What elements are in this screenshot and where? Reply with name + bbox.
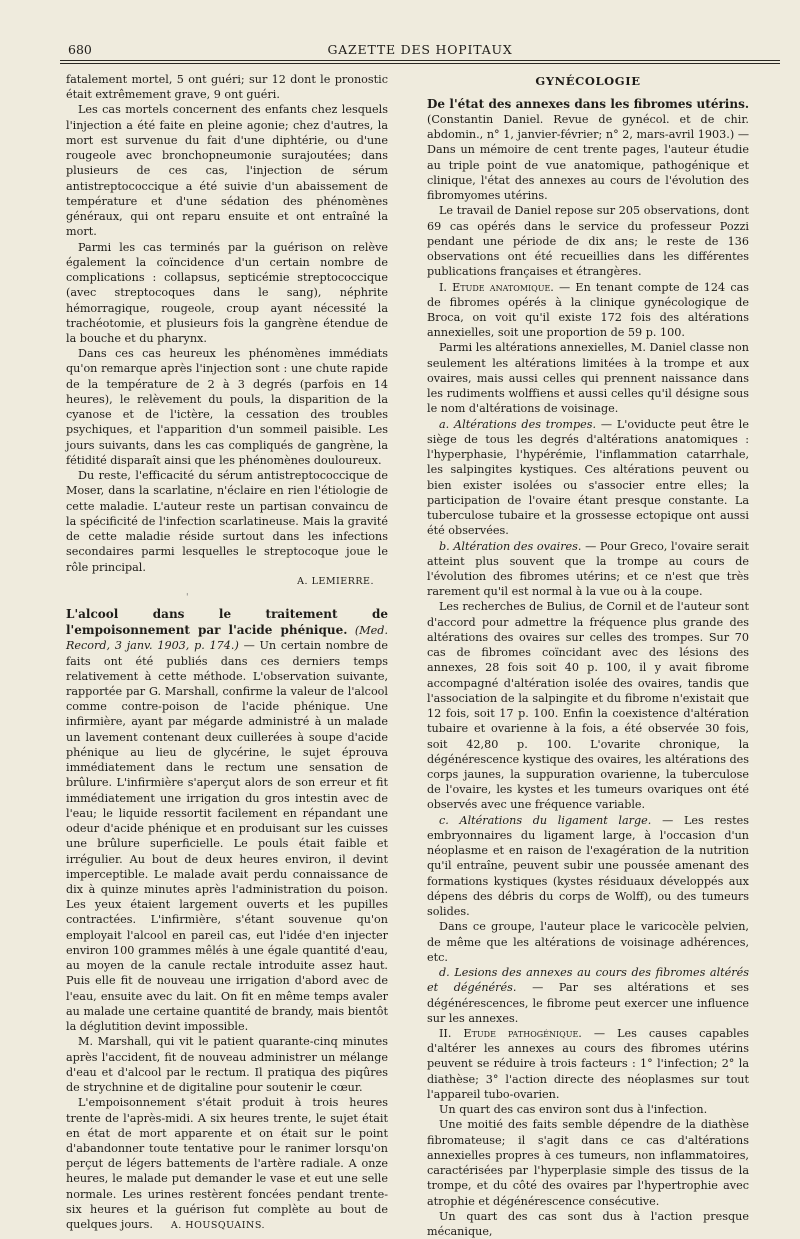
paragraph-text: L'empoisonnement s'était produit à trois heures trente de l'après-midi. A six heures trente, le sujet était en état de mort apparente et on était sur le point d'abandonner toute tentative pour le ranimer lorsqu'on perçut de légers battements de l'artère radiale. A onze heures, le malade put demander le vase et eut une selle normale. Les urines restèrent foncées pendant trente-six heures et la guérison fut complète au bout de quelques jours. [66, 1096, 388, 1232]
paragraph: Une moitié des faits semble dépendre de la diathèse fibromateuse; il s'agit dans ce cas d'altérations annexielles propres à ces tumeurs, non inflammatoires, caractérisées par l'hyperplasie simple des tissus de la trompe, et du côté des ovaires par l'hypertrophie avec atrophie et dégénérescence consécutive. [427, 1118, 749, 1208]
right-column [427, 72, 749, 1239]
paragraph [427, 965, 749, 1026]
subsection-heading: b. Altération des ovaires. [439, 539, 582, 553]
article-title: De l'état des annexes dans les fibromes utérins. [427, 96, 749, 111]
article-paragraph [427, 96, 749, 204]
paragraph: fatalement mortel, 5 ont guéri; sur 12 dont le pronostic était extrêmement grave, 9 ont guéri. [66, 73, 388, 102]
article-reference: (Constantin Daniel. Revue de gynécol. et de chir. abdomin., n° 1, janvier-février; n° 2, mars-avril 1903.) [427, 112, 749, 142]
paragraph [427, 417, 749, 539]
header-rule-thin [60, 63, 780, 64]
paragraph [427, 813, 749, 920]
subsection-heading: II. Etude pathogénique. [439, 1027, 582, 1040]
subsection-heading: a. Altérations des trompes. [439, 417, 597, 431]
left-column [66, 72, 388, 1233]
paragraph: Les recherches de Bulius, de Cornil et de l'auteur sont d'accord pour admettre la fréquence plus grande des altérations des ovaires sur celles des trompes. Sur 70 cas de fibromes coïncidant avec des lésions des annexes, 28 fois soit 40 p. 100, il y avait fibrome accompagné d'altération isolée des ovaires, tandis que l'association de la salpingite et du fibrome n'existait que 12 fois, soit 17 p. 100. Enfin la coexistence d'altération tubaire et ovarienne à la fois, a été observée 30 fois, soit 42,80 p. 100. L'ovarite chronique, la dégénérescence kystique des ovaires, les altérations des corps jaunes, la suppuration ovarienne, la tuberculose de l'ovaire, les kystes et les tumeurs ovariques ont été observés avec une fréquence variable. [427, 600, 750, 812]
separator-mark: ' [186, 592, 189, 603]
author-signature: A. HOUSQUAINS. [170, 1220, 266, 1232]
article-text: — Un certain nombre de faits ont été publiés dans ces derniers temps relativement à cette méthode. L'observation suivante, rapportée par G. Marshall, confirme la valeur de l'alcool comme contre-poison de l'acide phénique. Une infirmière, ayant par mégarde administré à un malade un lavement contenant deux cuillerées à soupe d'acide phénique au lieu de glycérine, le sujet éprouva immédiatement dans le rectum une sensation de brûlure. L'infirmière s'aperçut alors de son erreur et fit immédiatement une irrigation du gros intestin avec de l'eau; le liquide ressortit facilement en répandant une odeur d'acide phénique et en produisant sur les cuisses une brûlure superficielle. Le pouls était faible et irrégulier. Au bout de deux heures environ, il devint imperceptible. Le malade avait perdu connaissance de dix à quinze minutes après l'administration du poison. Les yeux étaient largement ouverts et les pupilles contractées. L'infirmière, s'étant souvenue qu'on employait l'alcool en pareil cas, eut l'idée d'en injecter environ 100 grammes mêlés à une égale quantité d'eau, au moyen de la canule rectale introduite assez haut. Puis elle fit de nouveau une irrigation d'abord avec de l'eau, ensuite avec du lait. On fit en même temps avaler au malade une certaine quantité de brandy, mais bientôt la déglutition devint impossible. [66, 639, 388, 1034]
paragraph: Les cas mortels concernent des enfants chez lesquels l'injection a été faite en pleine agonie; chez d'autres, la mort est survenue du fait d'une diphtérie, ou d'une rougeole avec bronchopneumonie surajoutées; dans plusieurs de ces cas, l'injection de sérum antistreptococcique a été suivie d'un abaissement de température et d'une sédation des phénomènes généraux, qui ont reparu ensuite et ont entraîné la mort. [66, 103, 388, 239]
article-paragraph [66, 606, 388, 1035]
paragraph [66, 1095, 388, 1233]
paragraph [427, 539, 749, 600]
paragraph-text: — Pour Greco, l'ovaire serait atteint plus souvent que la trompe au cours de l'évolution des fibromes utérins; et ce n'est que très rarement qu'il est normal à la vue ou à la coupe. [427, 539, 749, 599]
paragraph: Parmi les altérations annexielles, M. Daniel classe non seulement les altérations limitées à la trompe et aux ovaires, mais aussi celles qui prennent naissance dans les rudiments wolffiens et aussi celles qu'il désigne sous le nom d'altérations de voisinage. [427, 341, 749, 416]
subsection-heading: d. Lesions des annexes au cours des fibromes altérés et dégénérés. [427, 966, 749, 995]
paragraph [427, 280, 749, 341]
page-number: 680 [68, 42, 92, 57]
article-reference: (Med. Record, 3 janv. 1903, p. 174.) [66, 623, 389, 653]
subsection-heading: I. Etude anatomique. [439, 280, 554, 294]
article-title: L'alcool dans le traitement de l'empoisonnement par l'acide phénique. [66, 606, 388, 637]
paragraph: Un quart des cas sont dus à l'action presque mécanique, [427, 1209, 749, 1239]
paragraph-text: — Par ses altérations et ses dégénérescences, le fibrome peut exercer une influence sur les annexes. [427, 981, 749, 1025]
paragraph: Dans ces cas heureux les phénomènes immédiats qu'on remarque après l'injection sont : une chute rapide de la température de 2 à 3 degrés (parfois en 14 heures), le relèvement du pouls, la disparition de la cyanose et de l'ictère, la cessation des troubles psychiques, et l'apparition d'un sommeil paisible. Les jours suivants, dans les cas compliqués de gangrène, la fétidité disparaît ainsi que les phénomènes douloureux. [66, 347, 388, 467]
subsection-heading: c. Altérations du ligament large. [439, 813, 652, 827]
article-text: — Dans un mémoire de cent trente pages, l'auteur étudie au triple point de vue anatomique, pathogénique et clinique, l'état des annexes au cours de l'évolution des fibromyomes utérins. [427, 128, 749, 203]
paragraph: Du reste, l'efficacité du sérum antistreptococcique de Moser, dans la scarlatine, n'éclaire en rien l'étiologie de cette maladie. L'auteur reste un partisan convaincu de la spécificité de l'infection scarlatineuse. Mais la gravité de cette maladie réside surtout dans les infections secondaires parmi lesquelles le streptocoque joue le rôle principal. [66, 469, 388, 574]
paragraph: Dans ce groupe, l'auteur place le varicocèle pelvien, de même que les altérations de voisinage adhérences, etc. [427, 920, 749, 964]
paragraph: Le travail de Daniel repose sur 205 observations, dont 69 cas opérés dans le service du professeur Pozzi pendant une période de dix ans; le reste de 136 observations ont été recueillies dans les différentes publications françaises et étrangères. [427, 204, 749, 279]
paragraph: Parmi les cas terminés par la guérison on relève également la coïncidence d'un certain nombre de complications : collapsus, septicémie streptococcique (avec streptocoques dans le sang), néphrite hémorragique, rougeole, croup ayant nécessité la trachéotomie, et plusieurs fois la gangrène étendue de la bouche et du pharynx. [66, 240, 388, 345]
paragraph: M. Marshall, qui vit le patient quarante-cinq minutes après l'accident, fit de nouveau administrer un mélange d'eau et d'alcool par le rectum. Il pratiqua des piqûres de strychnine et de digitaline pour soutenir le cœur. [66, 1035, 388, 1095]
section-title: GYNÉCOLOGIE [535, 74, 641, 88]
paragraph [427, 1026, 749, 1102]
paragraph-text: — L'oviducte peut être le siège de tous les degrés d'altérations anatomiques : l'hyperphasie, l'hypérémie, l'inflammation catarrhale, les salpingites kystiques. Ces altérations peuvent ou bien exister isolées ou s'associer entre elles; la participation de l'ovaire étant presque constante. La tuberculose tubaire et la grossesse ectopique ont aussi été observées. [427, 417, 749, 538]
paragraph-text: — En tenant compte de 124 cas de fibromes opérés à la clinique gynécologique de Broca, on voit qu'il existe 172 fois des altérations annexielles, soit une proportion de 59 p. 100. [427, 280, 749, 340]
page-header [60, 38, 780, 58]
paragraph-text: — Les causes capables d'altérer les annexes au cours des fibromes utérins peuvent se réduire à trois facteurs : 1° l'infection; 2° la diathèse; 3° l'action directe des néoplasmes sur tout l'appareil tubo-ovarien. [427, 1027, 749, 1101]
paragraph-text: — Les restes embryonnaires du ligament large, à l'occasion d'un néoplasme et en raison de l'exagération de la nutrition qu'il entraîne, peuvent subir une poussée amenant des formations kystiques (kystes résiduaux développés aux dépens des débris du corps de Wolff), ou des tumeurs solides. [427, 813, 749, 919]
header-rule [60, 60, 780, 61]
journal-title: GAZETTE DES HOPITAUX [327, 42, 513, 57]
paragraph: Un quart des cas environ sont dus à l'infection. [439, 1103, 708, 1117]
author-signature: A. LEMIERRE. [297, 575, 374, 587]
